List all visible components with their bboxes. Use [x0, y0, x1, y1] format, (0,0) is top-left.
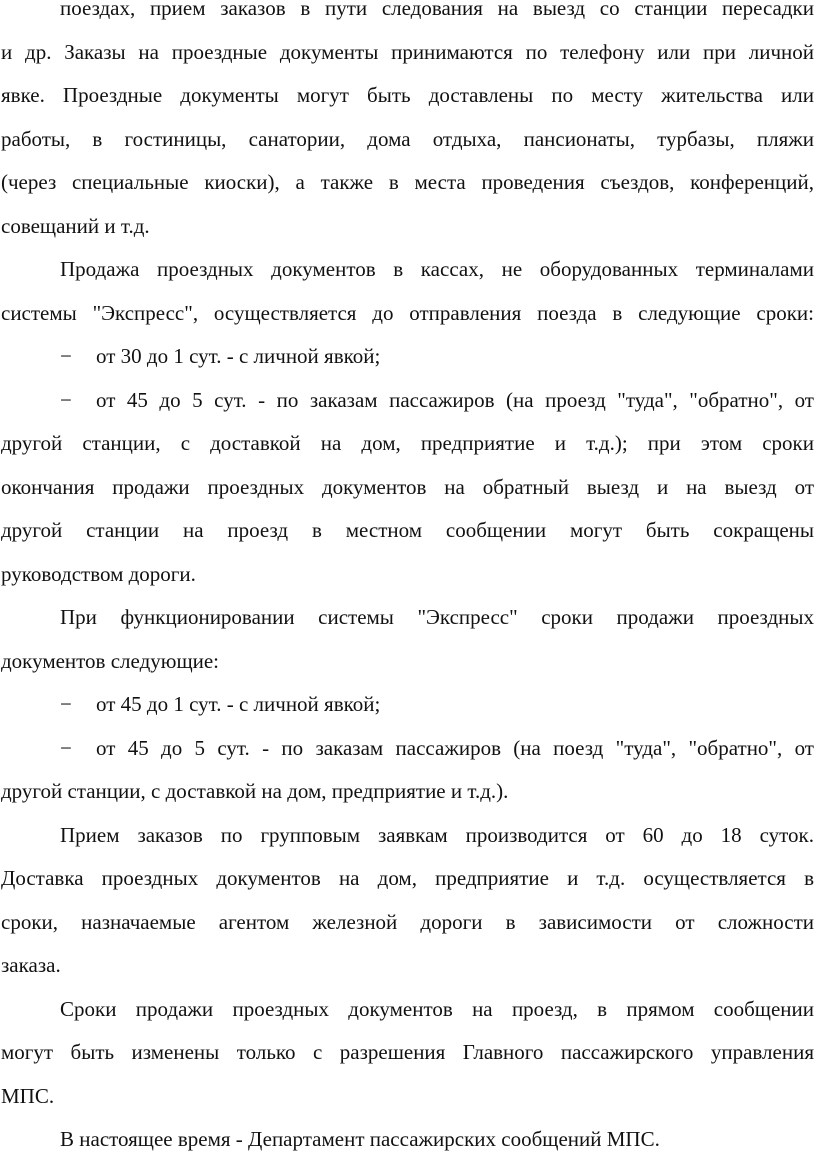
text-line: документов следующие:	[1, 648, 220, 673]
bullet-dash: −	[60, 735, 72, 760]
bullet-dash: −	[60, 692, 72, 716]
text-line: поездах, прием заказов в пути следования на выезд со станции пересадки	[60, 0, 814, 20]
bullet-dash: −	[60, 387, 72, 412]
text-line: МПС.	[1, 1083, 55, 1108]
paragraph-9	[1, 988, 814, 1119]
text-line: системы "Экспресс", осуществляется до отправления поезда в следующие сроки:	[1, 300, 814, 325]
bullet-dash: −	[60, 344, 72, 368]
list-item-text: от 30 до 1 сут. - с личной явкой;	[96, 344, 381, 368]
text-line: Продажа проездных документов в кассах, не оборудованных терминалами	[60, 257, 814, 281]
text-line	[1, 379, 814, 423]
text-line	[1, 727, 814, 771]
text-line: руководством дороги.	[1, 561, 196, 586]
list-item-text: от 45 до 5 сут. - по заказам пассажиров (на поезд "туда", "обратно", от	[96, 735, 814, 760]
text-line: заказа.	[1, 953, 61, 977]
paragraph-5	[1, 596, 814, 683]
paragraph-1	[1, 0, 814, 248]
text-line	[1, 335, 814, 379]
list-item-text: от 45 до 5 сут. - по заказам пассажиров (на проезд "туда", "обратно", от	[96, 387, 814, 412]
list-item-4	[1, 727, 814, 814]
paragraph-10	[1, 1118, 814, 1162]
text-line: Прием заказов по групповым заявкам производится от 60 до 18 суток.	[60, 822, 814, 847]
text-line: В настоящее время - Департамент пассажирских сообщений МПС.	[60, 1127, 660, 1151]
paragraph-8	[1, 814, 814, 988]
list-item-2	[1, 379, 814, 597]
text-line: работы, в гостиницы, санатории, дома отдыха, пансионаты, турбазы, пляжи	[1, 126, 814, 151]
text-line: другой станции, с доставкой на дом, предприятие и т.д.); при этом сроки	[1, 431, 814, 455]
list-item-3	[1, 683, 814, 727]
text-line: могут быть изменены только с разрешения Главного пассажирского управления	[1, 1040, 814, 1064]
text-line: сроки, назначаемые агентом железной дороги в зависимости от сложности	[1, 909, 814, 934]
list-item-1	[1, 335, 814, 379]
text-line: При функционировании системы "Экспресс" сроки продажи проездных	[60, 605, 814, 629]
list-item-text: от 45 до 1 сут. - с личной явкой;	[96, 692, 381, 716]
text-line: другой станции на проезд в местном сообщении могут быть сокращены	[1, 518, 814, 542]
text-line: окончания продажи проездных документов на обратный выезд и на выезд от	[1, 474, 814, 499]
text-line: и др. Заказы на проездные документы принимаются по телефону или при личной	[1, 39, 814, 64]
text-line	[1, 683, 814, 727]
text-line: Доставка проездных документов на дом, предприятие и т.д. осуществляется в	[1, 866, 814, 890]
text-line: явке. Проездные документы могут быть доставлены по месту жительства или	[1, 83, 814, 107]
text-line: (через специальные киоски), а также в места проведения съездов, конференций,	[1, 170, 814, 194]
text-line: совещаний и т.д.	[1, 213, 150, 238]
text-line: другой станции, с доставкой на дом, предприятие и т.д.).	[1, 779, 509, 803]
paragraph-2	[1, 248, 814, 335]
text-line: Сроки продажи проездных документов на проезд, в прямом сообщении	[60, 996, 814, 1021]
